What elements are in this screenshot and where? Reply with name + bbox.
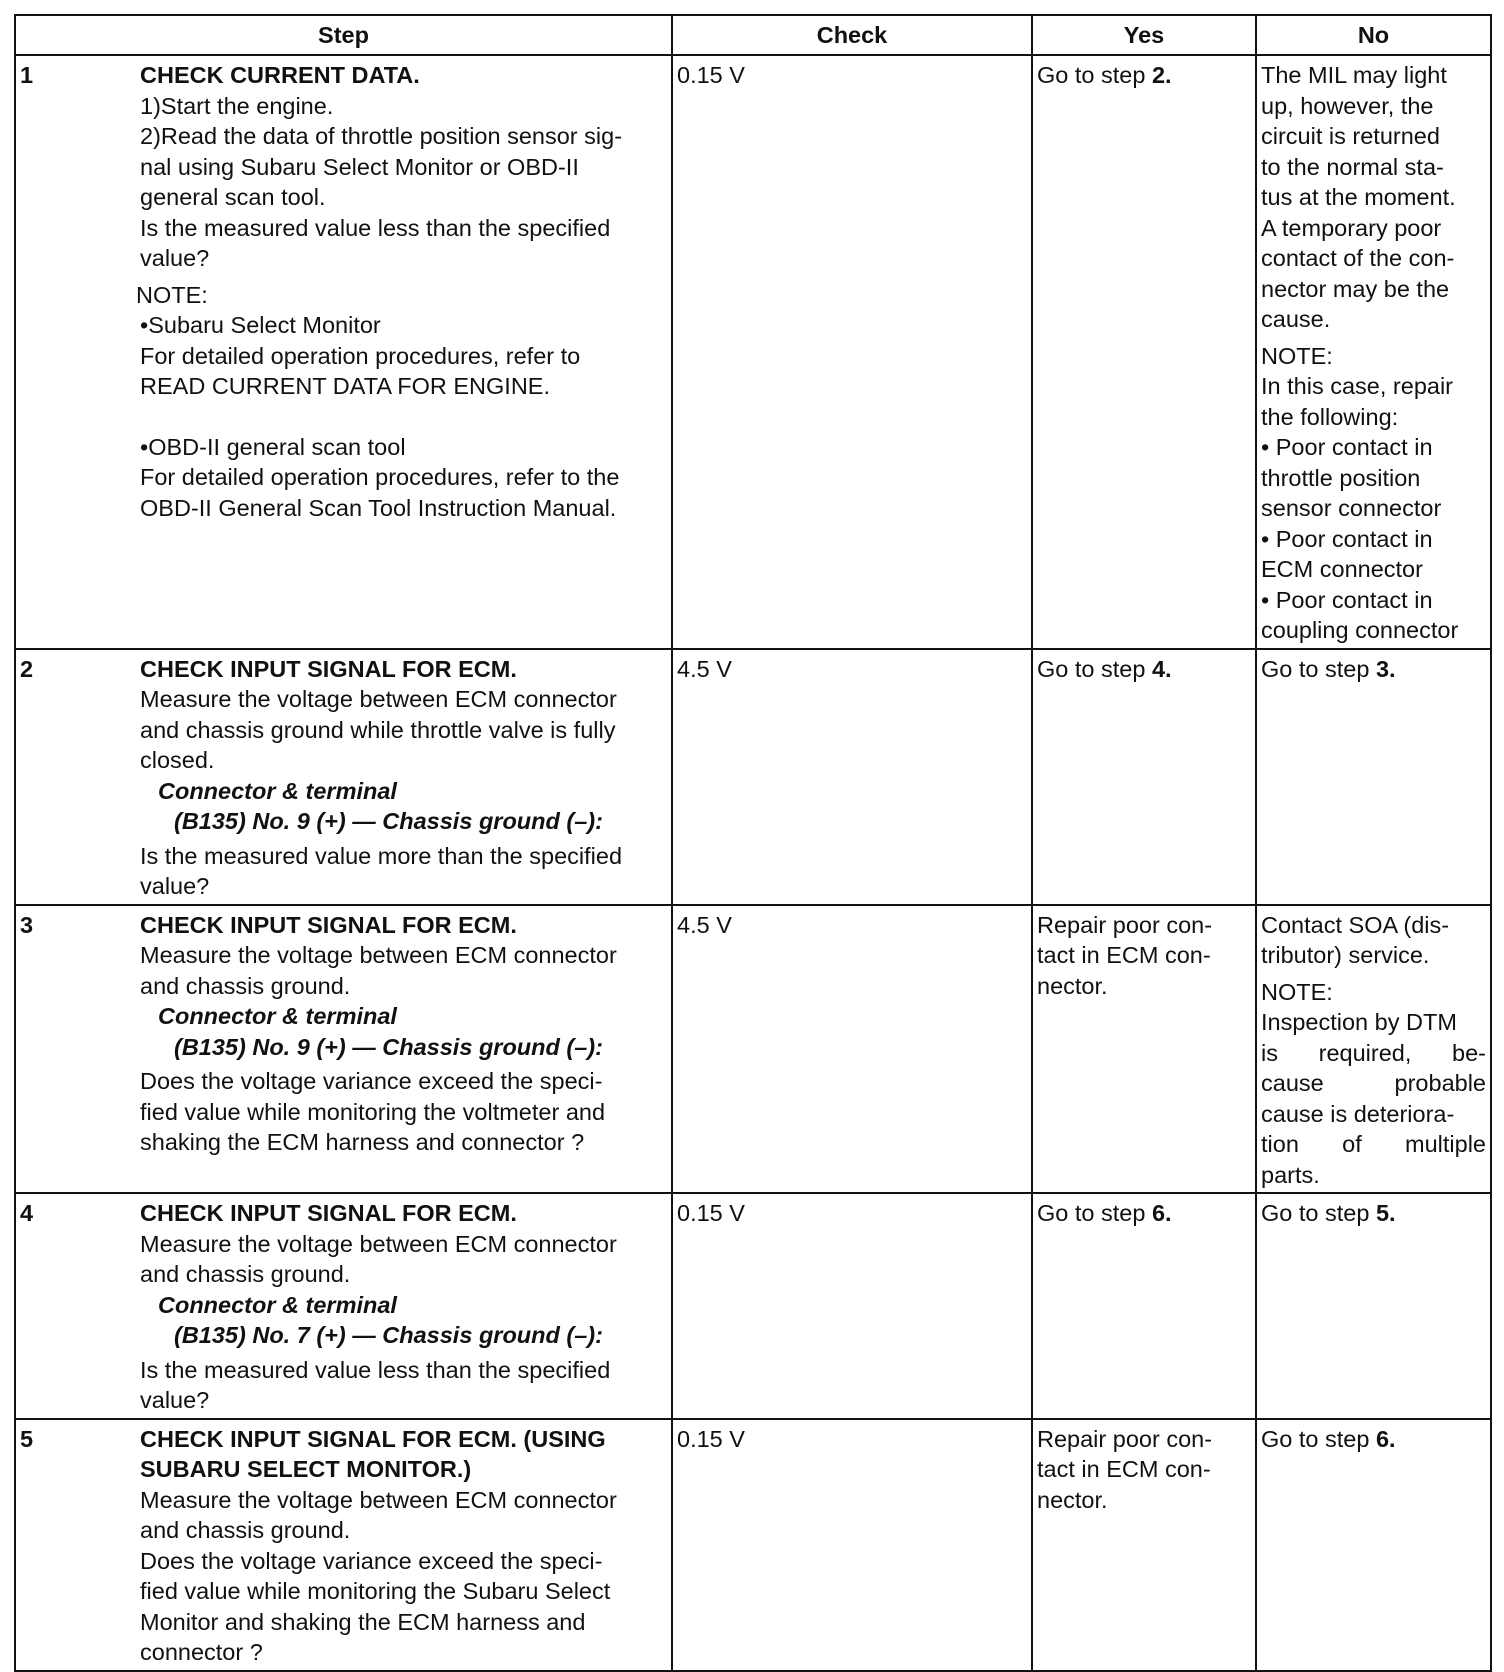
- header-yes: Yes: [1032, 15, 1256, 55]
- no-cell: [1256, 55, 1491, 649]
- no-line: The MIL may light: [1261, 62, 1447, 88]
- connector-terminal-label: Connector & terminal: [158, 1291, 397, 1318]
- check-cell: 0.15 V: [672, 55, 1032, 649]
- no-line: cause.: [1261, 306, 1331, 332]
- no-note-line: sensor connector: [1261, 495, 1442, 521]
- no-line: contact of the con-: [1261, 245, 1455, 271]
- table-row: [15, 55, 1491, 649]
- header-check: Check: [672, 15, 1032, 55]
- no-cell: [1256, 649, 1491, 905]
- yes-step-ref: 4.: [1151, 655, 1172, 682]
- check-cell: 4.5 V: [672, 905, 1032, 1194]
- step-number: 4: [20, 1200, 34, 1226]
- yes-cell: [1032, 1419, 1256, 1671]
- step-line: Is the measured value less than the specified: [140, 214, 611, 241]
- no-note-line: cause is deteriora-: [1261, 1100, 1455, 1127]
- no-note-line: parts.: [1261, 1161, 1320, 1188]
- note-label: NOTE:: [1261, 342, 1333, 369]
- no-line: Contact SOA (dis-: [1261, 911, 1450, 938]
- yes-text: Go to step: [1037, 655, 1152, 682]
- no-note-line: Inspection by DTM: [1261, 1009, 1457, 1035]
- step-line: Measure the voltage between ECM connector: [140, 1230, 617, 1257]
- header-no: No: [1256, 15, 1491, 55]
- no-note-line: • Poor contact in: [1261, 586, 1433, 613]
- no-note-line: • Poor contact in: [1261, 434, 1433, 460]
- no-note-line: is required, be-: [1261, 1039, 1486, 1066]
- yes-line: nector.: [1037, 972, 1108, 999]
- step-title: CHECK CURRENT DATA.: [140, 62, 420, 88]
- no-line: tus at the moment.: [1261, 184, 1456, 210]
- no-note-line: • Poor contact in: [1261, 525, 1433, 552]
- no-line: up, however, the: [1261, 92, 1434, 119]
- step-number: 1: [20, 62, 34, 88]
- yes-line: nector.: [1037, 1486, 1108, 1513]
- connector-terminal-label: Connector & terminal: [158, 1003, 397, 1029]
- note-line: OBD-II General Scan Tool Instruction Manual.: [140, 494, 617, 521]
- step-line: Does the voltage variance exceed the speci-: [140, 1547, 603, 1574]
- step-cell: [15, 55, 672, 649]
- table-row: [15, 1419, 1491, 1671]
- step-number: 3: [20, 911, 34, 938]
- step-question: value?: [140, 873, 210, 899]
- step-line: and chassis ground while throttle valve is fully: [140, 716, 616, 743]
- step-line: general scan tool.: [140, 184, 326, 210]
- no-step-ref: 3.: [1375, 655, 1396, 682]
- step-question: value?: [140, 1387, 210, 1413]
- table-row: [15, 905, 1491, 1194]
- check-cell: 0.15 V: [672, 1419, 1032, 1671]
- step-cell: [15, 649, 672, 905]
- yes-text: Go to step: [1037, 1200, 1152, 1226]
- no-line: A temporary poor: [1261, 214, 1442, 241]
- header-step: Step: [15, 15, 672, 55]
- no-note-line: throttle position: [1261, 464, 1421, 491]
- step-title: SUBARU SELECT MONITOR.): [140, 1456, 472, 1482]
- note-line: For detailed operation procedures, refer to the: [140, 464, 620, 490]
- note-line: •Subaru Select Monitor: [140, 312, 381, 338]
- terminal-spec: (B135) No. 9 (+) — Chassis ground (–):: [174, 1033, 603, 1060]
- step-line: and chassis ground.: [140, 1517, 351, 1543]
- diagnostic-table: [14, 14, 1492, 1672]
- no-note-line: cause probable: [1261, 1070, 1486, 1096]
- step-line: Monitor and shaking the ECM harness and: [140, 1608, 586, 1635]
- step-title: CHECK INPUT SIGNAL FOR ECM. (USING: [140, 1425, 606, 1452]
- yes-line: Repair poor con-: [1037, 911, 1213, 938]
- step-question: Does the voltage variance exceed the speci-: [140, 1068, 603, 1094]
- step-line: nal using Subaru Select Monitor or OBD-II: [140, 153, 579, 180]
- terminal-spec: (B135) No. 7 (+) — Chassis ground (–):: [174, 1322, 603, 1348]
- step-cell: [15, 1193, 672, 1419]
- no-cell: [1256, 905, 1491, 1194]
- no-note-line: tion of multiple: [1261, 1131, 1486, 1157]
- no-line: circuit is returned: [1261, 123, 1440, 149]
- no-text: Go to step: [1261, 1200, 1376, 1226]
- note-line: •OBD-II general scan tool: [140, 433, 406, 460]
- step-line: Measure the voltage between ECM connector: [140, 942, 617, 968]
- no-step-ref: 6.: [1375, 1425, 1396, 1452]
- step-line: and chassis ground.: [140, 1261, 351, 1287]
- no-note-line: In this case, repair: [1261, 373, 1454, 399]
- no-line: to the normal sta-: [1261, 153, 1444, 180]
- no-line: tributor) service.: [1261, 942, 1430, 968]
- diagnostic-procedure-sheet: [14, 14, 1490, 1672]
- no-note-line: ECM connector: [1261, 556, 1423, 582]
- no-cell: [1256, 1193, 1491, 1419]
- yes-line: Repair poor con-: [1037, 1425, 1213, 1452]
- yes-step-ref: 2.: [1151, 62, 1172, 88]
- yes-text: Go to step: [1037, 62, 1152, 88]
- no-cell: [1256, 1419, 1491, 1671]
- check-cell: 0.15 V: [672, 1193, 1032, 1419]
- yes-line: tact in ECM con-: [1037, 942, 1211, 968]
- step-line: value?: [140, 245, 210, 271]
- note-label: NOTE:: [136, 281, 208, 308]
- check-cell: 4.5 V: [672, 649, 1032, 905]
- note-label: NOTE:: [1261, 978, 1333, 1005]
- step-number: 5: [20, 1425, 34, 1452]
- step-line: Measure the voltage between ECM connector: [140, 1486, 617, 1513]
- no-note-line: the following:: [1261, 403, 1399, 430]
- note-line: For detailed operation procedures, refer to: [140, 342, 581, 369]
- no-note-line: coupling connector: [1261, 617, 1459, 643]
- step-line: connector ?: [140, 1639, 263, 1665]
- note-line: READ CURRENT DATA FOR ENGINE.: [140, 373, 550, 399]
- yes-cell: [1032, 55, 1256, 649]
- step-question: fied value while monitoring the voltmeter and: [140, 1098, 606, 1125]
- connector-terminal-label: Connector & terminal: [158, 777, 397, 804]
- step-title: CHECK INPUT SIGNAL FOR ECM.: [140, 911, 517, 938]
- table-row: [15, 1193, 1491, 1419]
- no-text: Go to step: [1261, 655, 1376, 682]
- terminal-spec: (B135) No. 9 (+) — Chassis ground (–):: [174, 808, 603, 834]
- step-title: CHECK INPUT SIGNAL FOR ECM.: [140, 1200, 517, 1226]
- table-header-row: [15, 15, 1491, 55]
- yes-cell: [1032, 1193, 1256, 1419]
- step-number: 2: [20, 655, 34, 682]
- step-line: fied value while monitoring the Subaru Select: [140, 1578, 611, 1604]
- step-cell: [15, 905, 672, 1194]
- step-question: Is the measured value more than the specified: [140, 842, 623, 869]
- no-step-ref: 5.: [1375, 1200, 1396, 1226]
- step-question: Is the measured value less than the specified: [140, 1356, 611, 1383]
- step-line: 2)Read the data of throttle position sensor sig-: [140, 123, 623, 149]
- yes-cell: [1032, 649, 1256, 905]
- step-cell: [15, 1419, 672, 1671]
- step-question: shaking the ECM harness and connector ?: [140, 1129, 585, 1155]
- step-line: closed.: [140, 747, 215, 773]
- yes-cell: [1032, 905, 1256, 1194]
- step-line: 1)Start the engine.: [140, 92, 334, 119]
- step-title: CHECK INPUT SIGNAL FOR ECM.: [140, 655, 517, 682]
- no-line: nector may be the: [1261, 275, 1450, 302]
- step-line: Measure the voltage between ECM connector: [140, 686, 617, 712]
- table-row: [15, 649, 1491, 905]
- yes-line: tact in ECM con-: [1037, 1456, 1211, 1482]
- no-text: Go to step: [1261, 1425, 1376, 1452]
- step-line: and chassis ground.: [140, 972, 351, 999]
- yes-step-ref: 6.: [1151, 1200, 1172, 1226]
